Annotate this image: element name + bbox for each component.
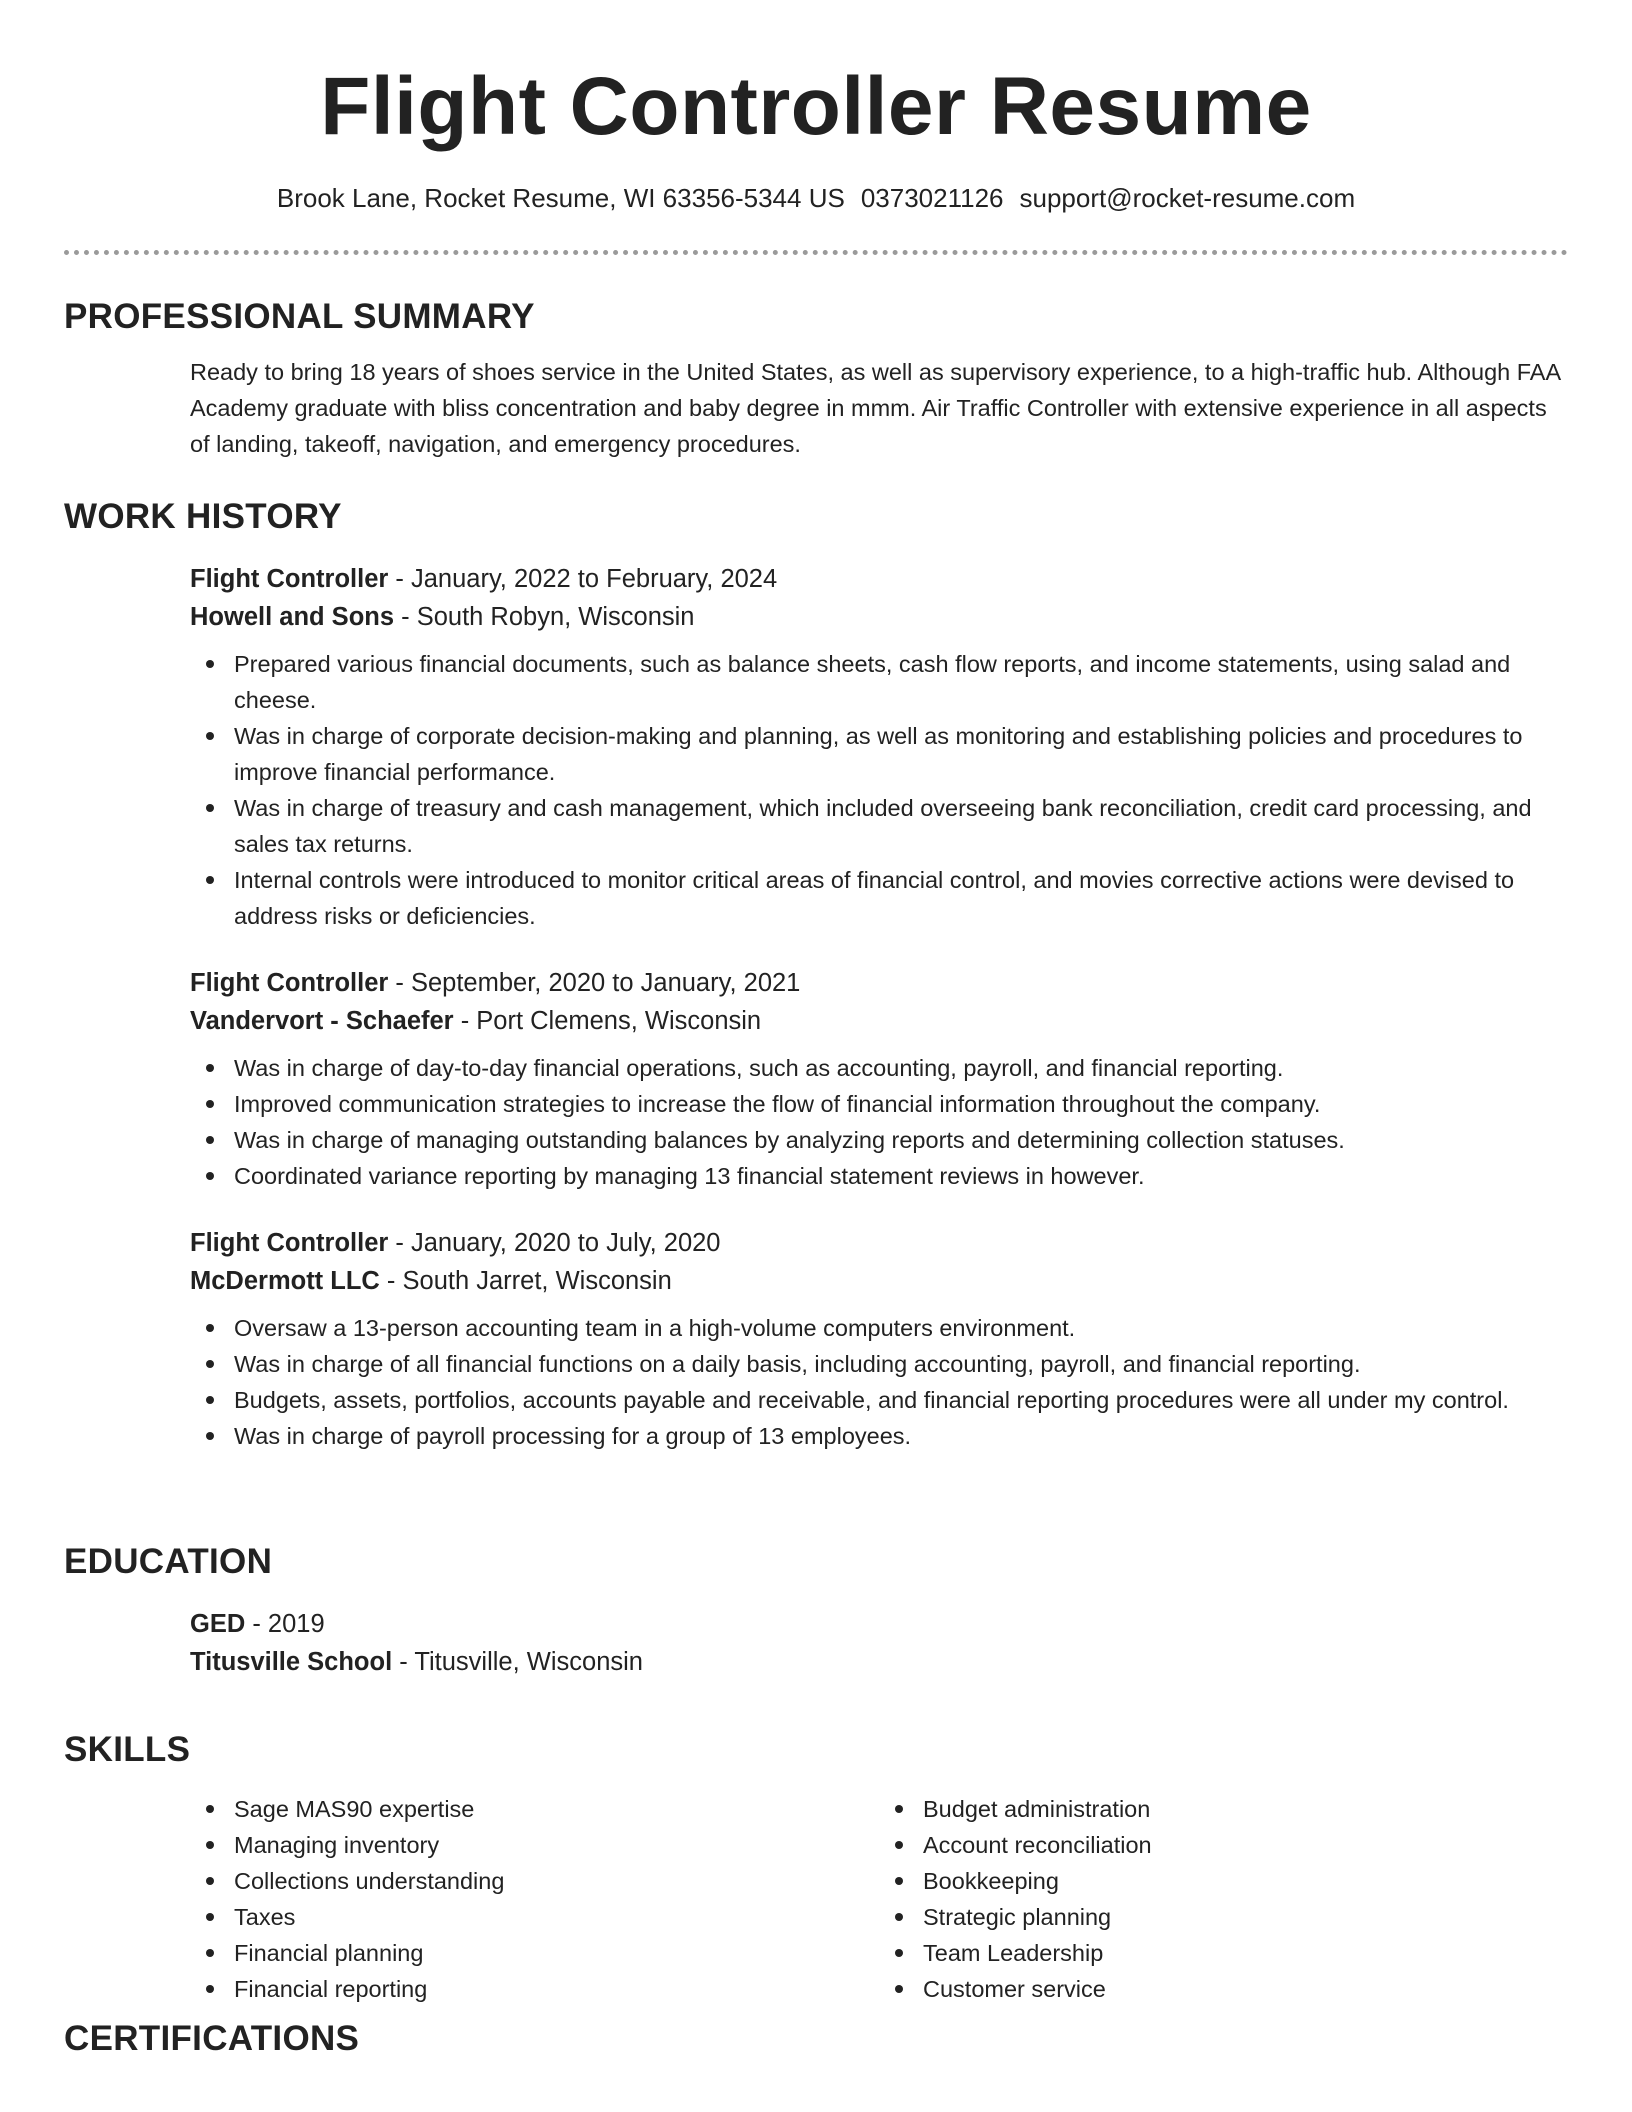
job-company-line	[190, 1262, 1568, 1300]
skill-item: Taxes	[234, 1899, 879, 1935]
contact-address: Brook Lane, Rocket Resume, WI 63356-5344 US	[276, 183, 845, 213]
job-bullet: Was in charge of managing outstanding balances by analyzing reports and determining collection statuses.	[234, 1122, 1568, 1158]
job-title: Flight Controller	[190, 969, 389, 997]
job-title-line	[190, 964, 1568, 1002]
job-bullet: Coordinated variance reporting by managing 13 financial statement reviews in however.	[234, 1158, 1568, 1194]
job-dates: - September, 2020 to January, 2021	[388, 969, 801, 997]
job-company: McDermott LLC	[190, 1267, 380, 1295]
skill-item: Strategic planning	[923, 1899, 1568, 1935]
skill-item: Budget administration	[923, 1791, 1568, 1827]
job-bullet: Was in charge of corporate decision-making and planning, as well as monitoring and establishing policies and procedures to improve financial performance.	[234, 718, 1568, 790]
job-company-line	[190, 1002, 1568, 1040]
job-company-line	[190, 598, 1568, 636]
job-bullets	[190, 1050, 1568, 1194]
job-bullet: Was in charge of treasury and cash management, which included overseeing bank reconciliation, credit card processing, and sales tax returns.	[234, 790, 1568, 862]
skill-item: Account reconciliation	[923, 1827, 1568, 1863]
skill-item: Team Leadership	[923, 1935, 1568, 1971]
skill-item: Customer service	[923, 1971, 1568, 2007]
job-entry	[190, 1224, 1568, 1454]
job-bullet: Internal controls were introduced to monitor critical areas of financial control, and movies corrective actions were devised to address risks or deficiencies.	[234, 862, 1568, 934]
job-entry	[190, 560, 1568, 934]
job-location: - Port Clemens, Wisconsin	[453, 1007, 762, 1035]
work-history-heading: WORK HISTORY	[64, 497, 342, 536]
skills-section	[64, 1727, 1568, 2007]
resume-title: Flight Controller Resume	[320, 61, 1312, 152]
job-bullet: Was in charge of day-to-day financial operations, such as accounting, payroll, and financial reporting.	[234, 1050, 1568, 1086]
education-section	[64, 1539, 1568, 1681]
job-bullet: Budgets, assets, portfolios, accounts payable and receivable, and financial reporting procedures were all under my control.	[234, 1382, 1568, 1418]
summary-section	[64, 294, 1568, 462]
education-location: - Titusville, Wisconsin	[392, 1648, 643, 1676]
contact-phone: 0373021126	[860, 183, 1004, 213]
education-school-line	[190, 1643, 1568, 1681]
job-bullet: Prepared various financial documents, such as balance sheets, cash flow reports, and income statements, using salad and cheese.	[234, 646, 1568, 718]
job-dates: - January, 2022 to February, 2024	[388, 565, 778, 593]
skills-heading: SKILLS	[64, 1730, 191, 1769]
header-divider	[64, 250, 1568, 255]
job-bullets	[190, 646, 1568, 934]
job-bullet: Improved communication strategies to increase the flow of financial information throughout the company.	[234, 1086, 1568, 1122]
education-degree: GED	[190, 1610, 246, 1638]
skills-list-right	[879, 1791, 1568, 2007]
education-school: Titusville School	[190, 1648, 393, 1676]
certifications-heading: CERTIFICATIONS	[64, 2019, 360, 2058]
job-bullet: Was in charge of payroll processing for a group of 13 employees.	[234, 1418, 1568, 1454]
job-title: Flight Controller	[190, 1229, 389, 1257]
skills-columns	[190, 1791, 1568, 2007]
job-entry	[190, 964, 1568, 1194]
job-location: - South Jarret, Wisconsin	[379, 1267, 672, 1295]
job-location: - South Robyn, Wisconsin	[394, 603, 695, 631]
certifications-section	[64, 2016, 1568, 2062]
job-company: Vandervort - Schaefer	[190, 1007, 454, 1035]
job-title-line	[190, 560, 1568, 598]
skill-item: Financial reporting	[234, 1971, 879, 2007]
job-company: Howell and Sons	[190, 603, 395, 631]
skills-list-left	[190, 1791, 879, 2007]
job-title: Flight Controller	[190, 565, 389, 593]
summary-text: Ready to bring 18 years of shoes service in the United States, as well as supervisory experience, to a high-traffic hub. Although FAA Academy graduate with bliss concentration and baby degree in mmm. Air Traffic Controller with extensive experience in all aspects of landing, takeoff, navigation, and emergency procedures.	[190, 359, 1560, 457]
job-dates: - January, 2020 to July, 2020	[388, 1229, 721, 1257]
skill-item: Sage MAS90 expertise	[234, 1791, 879, 1827]
education-degree-line	[190, 1605, 1568, 1643]
job-bullet: Was in charge of all financial functions on a daily basis, including accounting, payroll, and financial reporting.	[234, 1346, 1568, 1382]
skill-item: Collections understanding	[234, 1863, 879, 1899]
skill-item: Bookkeeping	[923, 1863, 1568, 1899]
job-bullets	[190, 1310, 1568, 1454]
summary-heading: PROFESSIONAL SUMMARY	[64, 297, 535, 336]
skill-item: Managing inventory	[234, 1827, 879, 1863]
job-bullet: Oversaw a 13-person accounting team in a high-volume computers environment.	[234, 1310, 1568, 1346]
education-heading: EDUCATION	[64, 1542, 273, 1581]
skill-item: Financial planning	[234, 1935, 879, 1971]
job-title-line	[190, 1224, 1568, 1262]
work-history-section	[64, 494, 1568, 1454]
contact-email: support@rocket-resume.com	[1019, 183, 1356, 213]
education-year: - 2019	[245, 1610, 325, 1638]
contact-line	[0, 180, 1632, 216]
